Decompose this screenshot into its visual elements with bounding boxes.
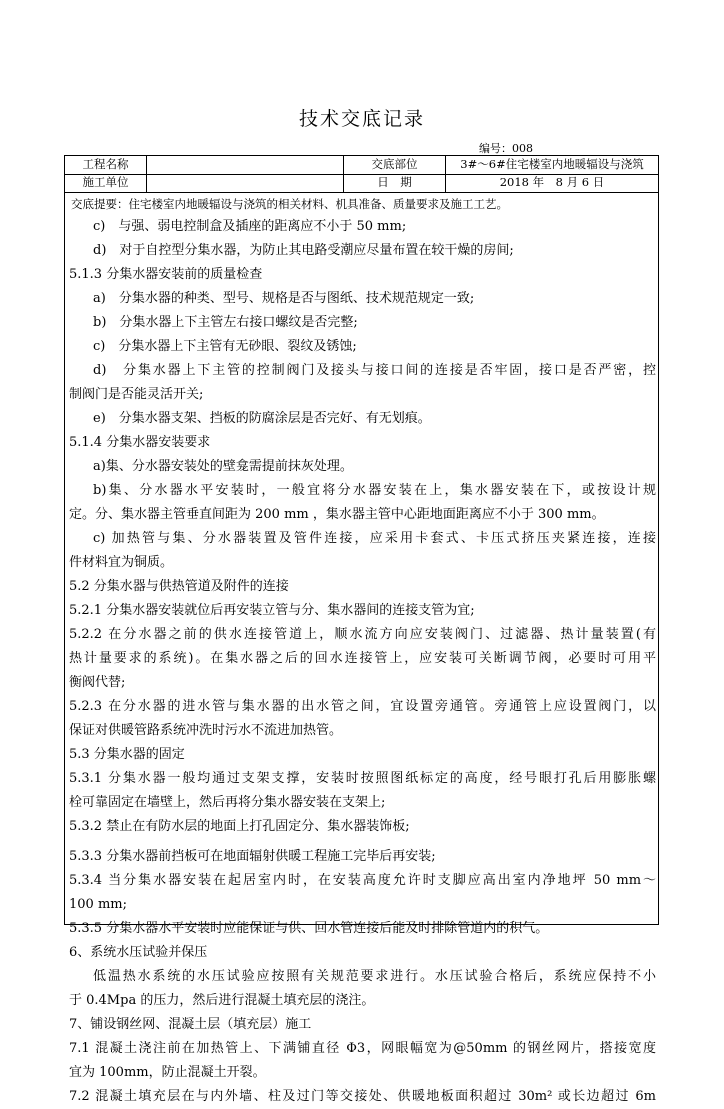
content-line: e) 分集水器支架、挡板的防腐涂层是否完好、有无划痕。	[93, 411, 431, 426]
disclosure-part-label: 交底部位	[344, 156, 446, 174]
content-line: 低温热水系统的水压试验应按照有关规范要求进行。水压试验合格后，系统应保持不小	[93, 969, 656, 984]
content-line: 衡阀代替;	[69, 675, 126, 690]
date-label: 日 期	[344, 174, 446, 192]
construction-unit-value	[147, 174, 344, 192]
disclosure-part-value: 3#～6#住宅楼室内地暖辐设与浇筑	[460, 157, 644, 171]
content-line: d) 分集水器上下主管的控制阀门及接头与接口间的连接是否牢固，接口是否严密，控	[93, 363, 656, 378]
content-line: 5.3.5 分集水器水平安装时应能保证与供、回水管连接后能及时排除管道内的积气。	[69, 921, 549, 936]
content-line: 5.3.1 分集水器一般均通过支架支撑，安装时按照图纸标定的高度，经号眼打孔后用膨胀螺	[69, 771, 656, 786]
date-value: 2018 年 8 月 6 日	[499, 175, 605, 189]
content-line: 100 mm;	[69, 897, 127, 912]
content-line: 定。分、集水器主管垂直间距为 200 mm ，集水器主管中心距地面距离应不小于 300 mm。	[69, 507, 605, 522]
content-line: d) 对于自控型分集水器，为防止其电路受潮应尽量布置在较干燥的房间;	[93, 243, 514, 258]
construction-unit-label: 施工单位	[65, 174, 147, 192]
disclosure-summary: 交底提要：住宅楼室内地暖辐设与浇筑的相关材料、机具准备、质量要求及施工工艺。	[71, 197, 508, 211]
content-line: c) 分集水器上下主管有无砂眼、裂纹及锈蚀;	[93, 339, 357, 354]
project-name-value	[147, 156, 344, 174]
content-line: b)集、分水器水平安装时，一般宜将分水器安装在上，集水器安装在下，或按设计规	[93, 483, 656, 498]
content-line: b) 分集水器上下主管左右接口螺纹是否完整;	[93, 315, 358, 330]
document-title: 技术交底记录	[298, 108, 425, 130]
content-line: 5.3.3 分集水器前挡板可在地面辐射供暖工程施工完毕后再安装;	[69, 849, 436, 864]
content-line: 5.2 分集水器与供热管道及附件的连接	[69, 579, 289, 594]
content-line: c) 与强、弱电控制盒及插座的距离应不小于 50 mm;	[93, 219, 407, 234]
content-line: 5.2.1 分集水器安装就位后再安装立管与分、集水器间的连接支管为宜;	[69, 603, 475, 618]
content-line: 7.1 混凝土浇注前在加热管上、下满铺直径 Φ3，网眼幅宽为@50mm 的钢丝网片，搭接宽度	[69, 1041, 656, 1056]
content-line: 7.2 混凝土填充层在与内外墙、柱及过门等交接处、供暖地板面积超过 30m² 或长边超过 6m	[69, 1089, 656, 1104]
content-line: a) 分集水器的种类、型号、规格是否与图纸、技术规范规定一致;	[93, 291, 475, 306]
project-name-label: 工程名称	[65, 156, 147, 174]
content-line: 于 0.4Mpa 的压力，然后进行混凝土填充层的浇注。	[69, 993, 375, 1008]
header-row-project	[65, 156, 658, 175]
content-line: 件材料宜为铜质。	[69, 555, 174, 570]
content-line: 5.1.3 分集水器安装前的质量检查	[69, 267, 263, 282]
content-line: 5.3.2 禁止在有防水层的地面上打孔固定分、集水器装饰板;	[69, 819, 410, 834]
content-line: 5.3 分集水器的固定	[69, 747, 185, 762]
content-line: a)集、分水器安装处的壁龛需提前抹灰处理。	[93, 459, 353, 474]
content-line: 宜为 100mm，防止混凝土开裂。	[69, 1065, 266, 1080]
disclosure-record-table	[64, 155, 659, 1104]
content-line: 制阀门是否能灵活开关;	[69, 387, 204, 402]
disclosure-content	[69, 215, 656, 1109]
content-line: 7、铺设钢丝网、混凝土层（填充层）施工	[69, 1017, 312, 1032]
content-line: c) 加热管与集、分水器装置及管件连接，应采用卡套式、卡压式挤压夹紧连接，连接	[93, 531, 656, 546]
content-line: 5.2.3 在分水器的进水管与集水器的出水管之间，宜设置旁通管。旁通管上应设置阀门，以	[69, 699, 656, 714]
content-line: 6、系统水压试验并保压	[69, 945, 208, 960]
content-line: 5.3.4 当分集水器安装在起居室内时，在安装高度允许时支脚应高出室内净地坪 50 mm～	[69, 873, 656, 888]
content-line: 5.1.4 分集水器安装要求	[69, 435, 211, 450]
content-line: 栓可靠固定在墙壁上，然后再将分集水器安装在支架上;	[69, 795, 386, 810]
document-number: 编号：008	[479, 142, 533, 155]
content-line: 热计量要求的系统)。在集水器之后的回水连接管上，应安装可关断调节阀，必要时可用平	[69, 651, 656, 666]
header-row-unit	[65, 174, 658, 193]
content-line: 保证对供暖管路系统冲洗时污水不流进加热管。	[69, 723, 343, 738]
content-line: 5.2.2 在分水器之前的供水连接管道上，顺水流方向应安装阀门、过滤器、热计量装置(有	[69, 627, 656, 642]
